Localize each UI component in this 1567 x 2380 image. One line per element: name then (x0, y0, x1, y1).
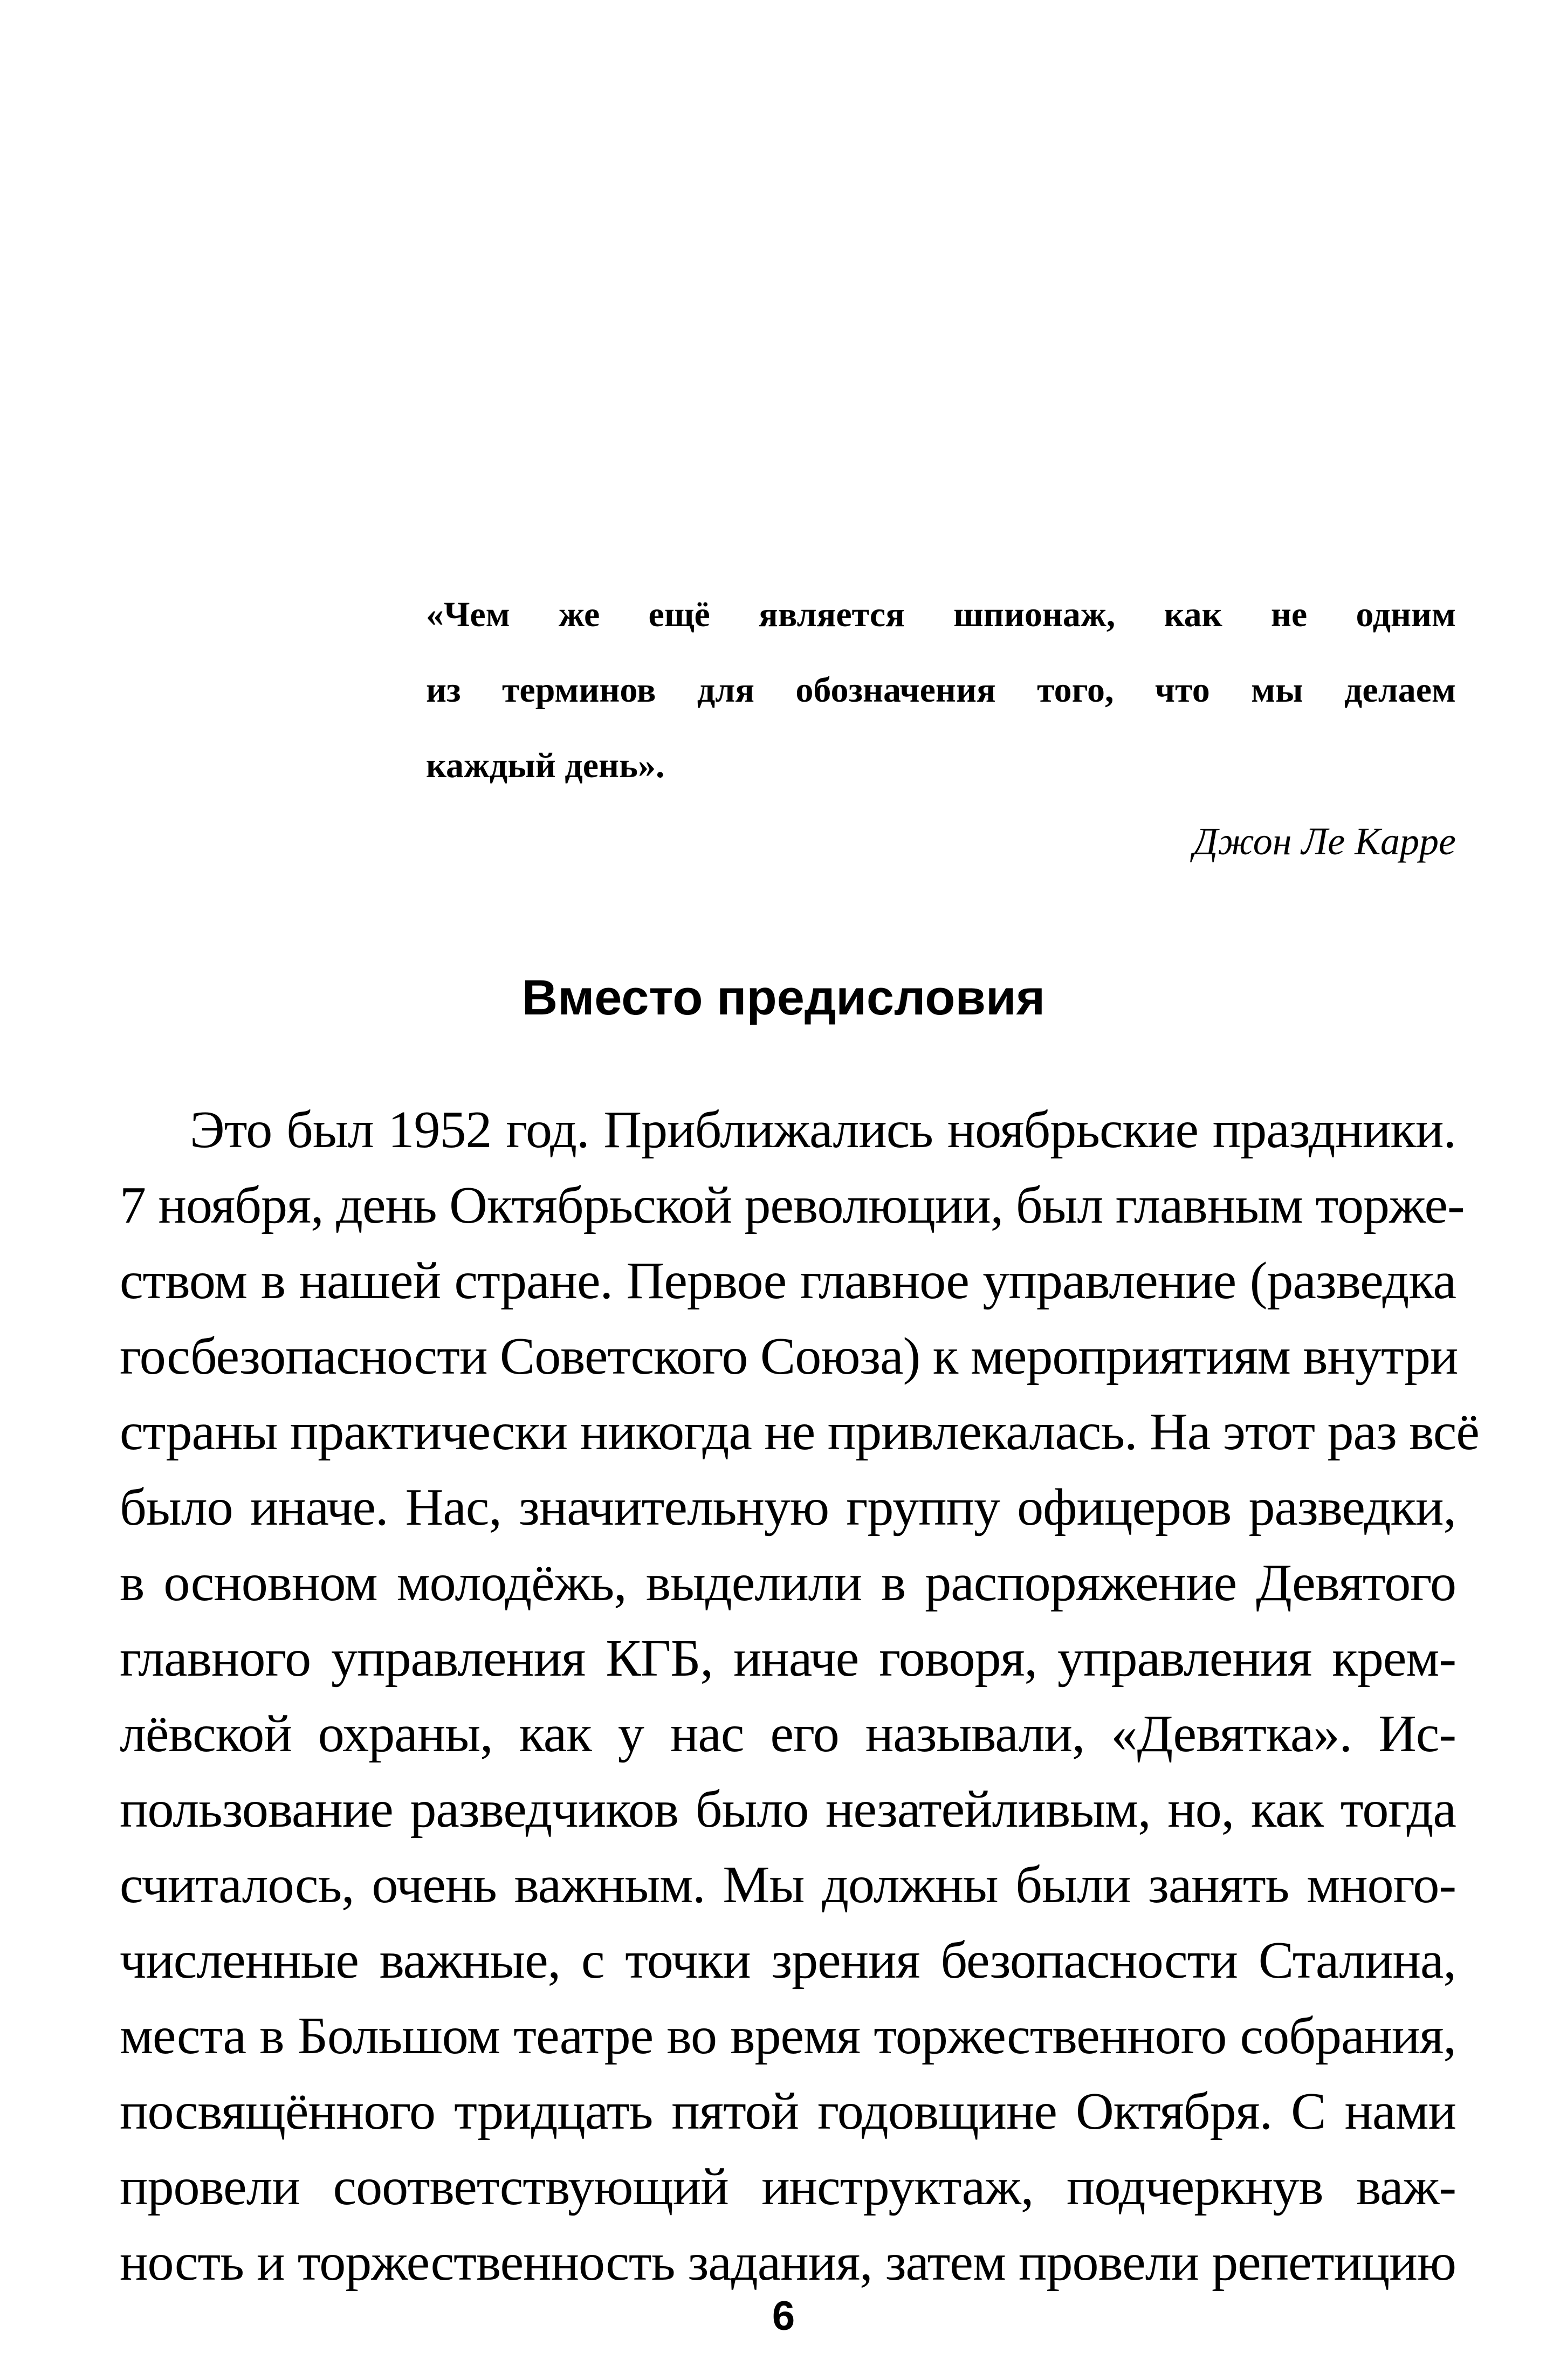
epigraph-author: Джон Ле Карре (1193, 820, 1456, 863)
body-line: пользование разведчиков было незатейливым, но, как тогда (120, 1780, 1456, 1839)
body-line: в основном молодёжь, выделили в распоряжение Девятого (120, 1554, 1456, 1612)
body-line: ством в нашей стране. Первое главное управление (разведка (120, 1252, 1456, 1310)
body-line: лёвской охраны, как у нас его называли, «Девятка». Ис- (120, 1705, 1456, 1763)
body-line: посвящённого тридцать пятой годовщине Октября. С нами (120, 2082, 1456, 2141)
body-line: главного управления КГБ, иначе говоря, управления крем- (120, 1629, 1456, 1688)
epigraph-line: «Чем же ещё является шпионаж, как не одним (426, 595, 1456, 634)
body-line: ность и торжественность задания, затем провели репетицию (120, 2233, 1456, 2292)
body-line: численные важные, с точки зрения безопасности Сталина, (120, 1931, 1456, 1990)
epigraph-line: каждый день». (426, 746, 665, 785)
body-line: госбезопасности Советского Союза) к мероприятиям внутри (120, 1327, 1458, 1386)
body-line: 7 ноября, день Октябрьской революции, был главным торже- (120, 1176, 1465, 1234)
body-line: места в Большом театре во время торжественного собрания, (120, 2007, 1456, 2065)
body-line: считалось, очень важным. Мы должны были занять много- (120, 1856, 1456, 1914)
body-line: было иначе. Нас, значительную группу офицеров разведки, (120, 1478, 1456, 1537)
body-line: страны практически никогда не привлекалась. На этот раз всё (120, 1403, 1479, 1461)
body-line: Это был 1952 год. Приближались ноябрьские праздники. (190, 1101, 1456, 1159)
page-number: 6 (772, 2293, 795, 2339)
section-heading: Вместо предисловия (521, 970, 1046, 1025)
epigraph-line: из терминов для обозначения того, что мы делаем (426, 670, 1456, 710)
body-line: провели соответствующий инструктаж, подчеркнув важ- (120, 2158, 1456, 2216)
